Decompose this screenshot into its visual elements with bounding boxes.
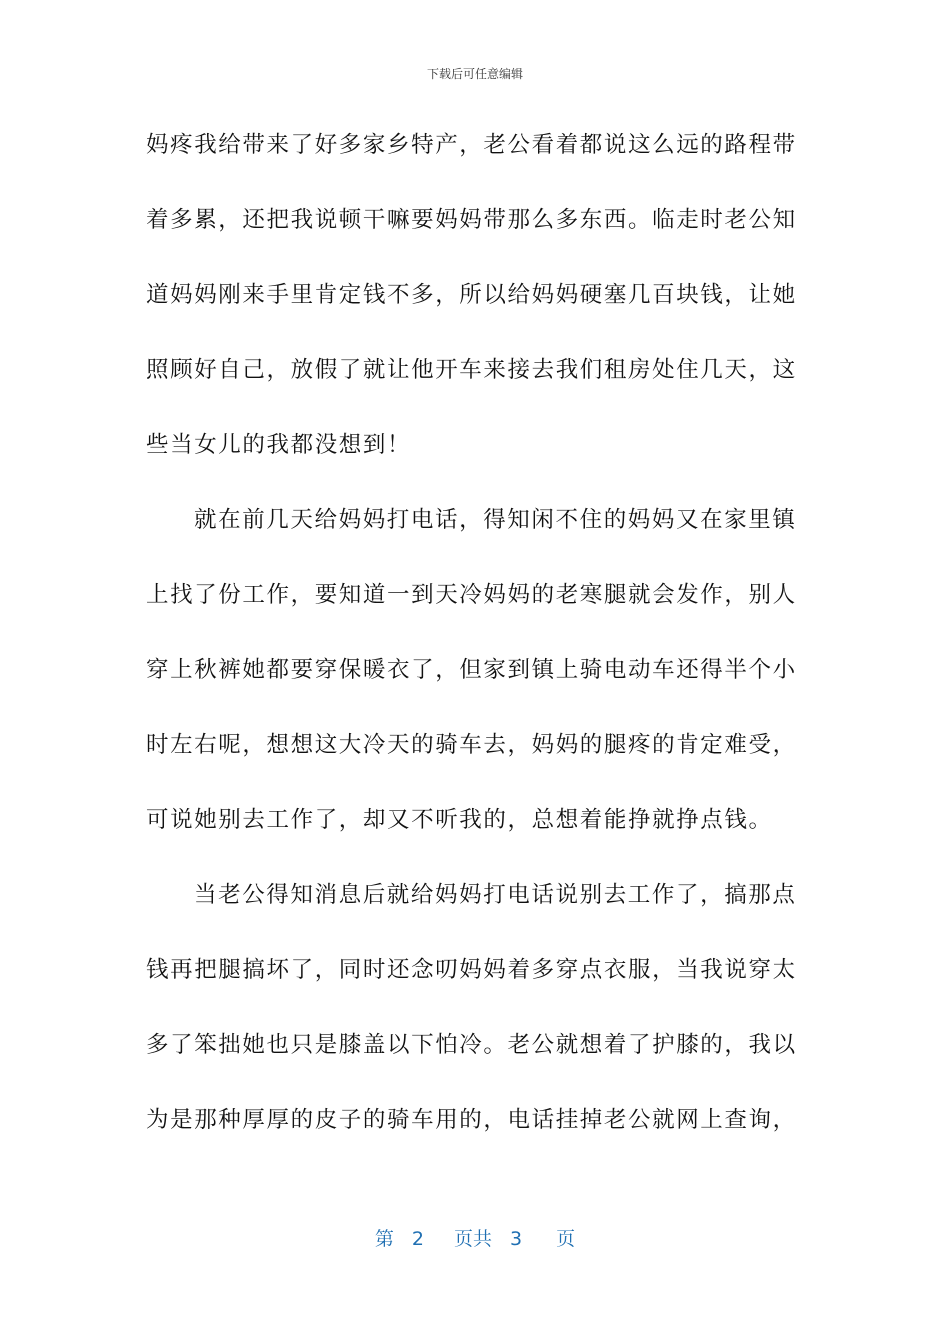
text-line: 照顾好自己，放假了就让他开车来接去我们租房处住几天，这 (146, 357, 797, 383)
page-footer (0, 1226, 950, 1252)
footer-suffix: 页 (556, 1228, 576, 1250)
text-line: 穿上秋裤她都要穿保暖衣了，但家到镇上骑电动车还得半个小 (146, 657, 797, 683)
text-line: 上找了份工作，要知道一到天冷妈妈的老寒腿就会发作，别人 (146, 582, 797, 608)
text-line: 妈疼我给带来了好多家乡特产，老公看着都说这么远的路程带 (146, 132, 797, 158)
text-line: 道妈妈刚来手里肯定钱不多，所以给妈妈硬塞几百块钱，让她 (146, 282, 797, 308)
paragraph-first-line: 当老公得知消息后就给妈妈打电话说别去工作了，搞那点 (194, 882, 797, 908)
text-line: 些当女儿的我都没想到！ (146, 432, 412, 458)
total-page-count: 3 (510, 1228, 523, 1250)
footer-middle: 页共 (453, 1228, 492, 1250)
text-line: 可说她别去工作了，却又不听我的，总想着能挣就挣点钱。 (146, 807, 773, 833)
paragraph-first-line: 就在前几天给妈妈打电话，得知闲不住的妈妈又在家里镇 (194, 507, 797, 533)
text-line: 多了笨拙她也只是膝盖以下怕冷。老公就想着了护膝的，我以 (146, 1032, 797, 1058)
page-header: 下载后可任意编辑 (426, 67, 523, 81)
text-line: 时左右呢，想想这大冷天的骑车去，妈妈的腿疼的肯定难受， (146, 732, 797, 758)
document-body (146, 120, 796, 1170)
current-page-number: 2 (411, 1228, 424, 1250)
text-line: 为是那种厚厚的皮子的骑车用的，电话挂掉老公就网上查询， (146, 1107, 797, 1133)
footer-prefix: 第 (374, 1228, 394, 1250)
text-line: 钱再把腿搞坏了，同时还念叨妈妈着多穿点衣服，当我说穿太 (146, 957, 797, 983)
text-line: 着多累，还把我说顿干嘛要妈妈带那么多东西。临走时老公知 (146, 207, 797, 233)
